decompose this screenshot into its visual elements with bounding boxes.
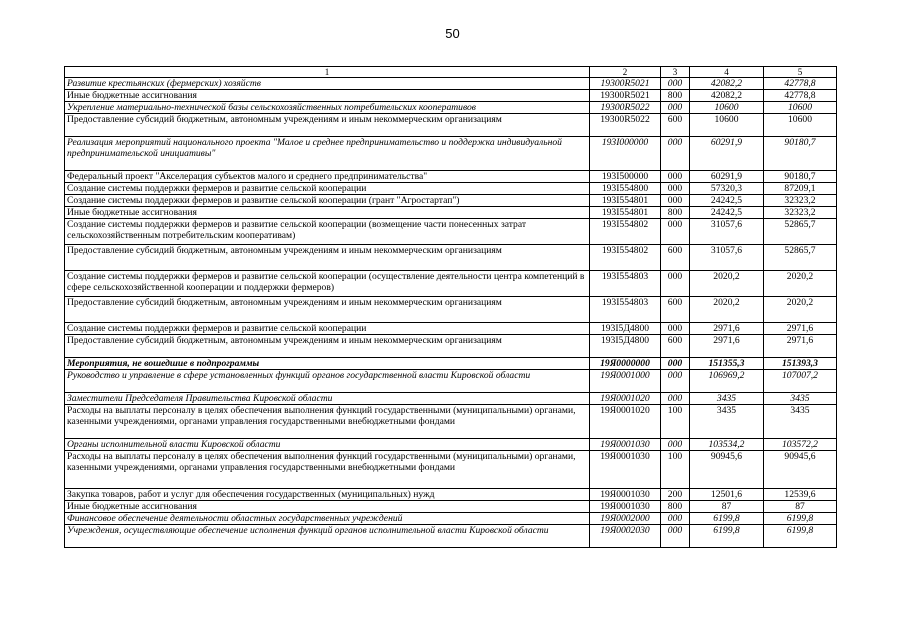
row-value-2019-cell: 60291,9: [690, 137, 764, 171]
row-value-2019-cell: 42082,2: [690, 90, 764, 102]
row-type-cell: 000: [661, 195, 690, 207]
budget-table: [64, 66, 837, 548]
row-type-cell: 000: [661, 271, 690, 297]
table-row: [65, 171, 837, 183]
row-name-cell: Предоставление субсидий бюджетным, автономным учреждениям и иным некоммерческим организациям: [65, 297, 590, 323]
row-code-cell: 193I554802: [590, 219, 661, 245]
table-row: [65, 323, 837, 335]
row-name-cell: Учреждения, осуществляющие обеспечение исполнения функций органов исполнительной власти Кировской области: [65, 525, 590, 548]
row-name-cell: Предоставление субсидий бюджетным, автономным учреждениям и иным некоммерческим организациям: [65, 245, 590, 271]
row-code-cell: 193I5Д4800: [590, 323, 661, 335]
row-code-cell: 19Я0000000: [590, 358, 661, 370]
table-row: [65, 405, 837, 439]
row-code-cell: 193I554801: [590, 207, 661, 219]
row-value-2020-cell: 32323,2: [764, 207, 837, 219]
row-type-cell: 100: [661, 451, 690, 489]
table-row: [65, 335, 837, 358]
row-type-cell: 600: [661, 114, 690, 137]
row-type-cell: 000: [661, 323, 690, 335]
row-value-2019-cell: 24242,5: [690, 195, 764, 207]
row-name-cell: Иные бюджетные ассигнования: [65, 501, 590, 513]
table-row: [65, 513, 837, 525]
row-code-cell: 193I500000: [590, 171, 661, 183]
row-value-2020-cell: 2020,2: [764, 297, 837, 323]
table-row: [65, 370, 837, 393]
row-name-cell: Расходы на выплаты персоналу в целях обеспечения выполнения функций государственными (муниципальными) органами, казенными учреждениями, органами управления государственными внебюджетными фондами: [65, 451, 590, 489]
row-name-cell: Органы исполнительной власти Кировской области: [65, 439, 590, 451]
row-type-cell: 000: [661, 102, 690, 114]
row-code-cell: 19300R5022: [590, 114, 661, 137]
row-type-cell: 000: [661, 78, 690, 90]
header-col-3: 3: [661, 67, 690, 78]
row-type-cell: 200: [661, 489, 690, 501]
row-name-cell: Иные бюджетные ассигнования: [65, 207, 590, 219]
row-name-cell: Развитие крестьянских (фермерских) хозяйств: [65, 78, 590, 90]
row-type-cell: 000: [661, 183, 690, 195]
row-type-cell: 600: [661, 335, 690, 358]
header-col-5: 5: [764, 67, 837, 78]
row-value-2019-cell: 10600: [690, 102, 764, 114]
row-value-2019-cell: 31057,6: [690, 219, 764, 245]
row-type-cell: 000: [661, 137, 690, 171]
table-row: [65, 271, 837, 297]
row-value-2020-cell: 2971,6: [764, 323, 837, 335]
table-row: [65, 183, 837, 195]
row-code-cell: 19Я0001020: [590, 393, 661, 405]
row-type-cell: 000: [661, 358, 690, 370]
row-value-2019-cell: 3435: [690, 393, 764, 405]
row-value-2019-cell: 106969,2: [690, 370, 764, 393]
row-value-2020-cell: 10600: [764, 114, 837, 137]
row-value-2020-cell: 32323,2: [764, 195, 837, 207]
row-name-cell: Предоставление субсидий бюджетным, автономным учреждениям и иным некоммерческим организациям: [65, 335, 590, 358]
table-row: [65, 525, 837, 548]
row-code-cell: 193I554802: [590, 245, 661, 271]
row-type-cell: 000: [661, 513, 690, 525]
row-value-2019-cell: 103534,2: [690, 439, 764, 451]
row-name-cell: Создание системы поддержки фермеров и развитие сельской кооперации (грант "Агростартап"): [65, 195, 590, 207]
row-type-cell: 600: [661, 245, 690, 271]
table-header-row: [65, 67, 837, 78]
row-value-2020-cell: 52865,7: [764, 245, 837, 271]
row-name-cell: Создание системы поддержки фермеров и развитие сельской кооперации (осуществление деятельности центра компетенций в сфере сельскохозяйственной кооперации и поддержки фермеров): [65, 271, 590, 297]
header-col-2: 2: [590, 67, 661, 78]
row-value-2019-cell: 87: [690, 501, 764, 513]
row-name-cell: Расходы на выплаты персоналу в целях обеспечения выполнения функций государственными (муниципальными) органами, казенными учреждениями, органами управления государственными внебюджетными фондами: [65, 405, 590, 439]
row-value-2020-cell: 6199,8: [764, 525, 837, 548]
row-value-2020-cell: 87209,1: [764, 183, 837, 195]
row-value-2020-cell: 3435: [764, 393, 837, 405]
row-value-2020-cell: 90180,7: [764, 171, 837, 183]
row-type-cell: 800: [661, 90, 690, 102]
row-code-cell: 19Я0001030: [590, 439, 661, 451]
table-row: [65, 501, 837, 513]
row-code-cell: 193I554803: [590, 297, 661, 323]
header-col-4: 4: [690, 67, 764, 78]
row-value-2020-cell: 12539,6: [764, 489, 837, 501]
row-code-cell: 19Я0001030: [590, 489, 661, 501]
row-type-cell: 600: [661, 297, 690, 323]
row-value-2020-cell: 3435: [764, 405, 837, 439]
table-row: [65, 207, 837, 219]
row-name-cell: Предоставление субсидий бюджетным, автономным учреждениям и иным некоммерческим организациям: [65, 114, 590, 137]
row-type-cell: 000: [661, 525, 690, 548]
row-name-cell: Укрепление материально-технической базы сельскохозяйственных потребительских кооперативов: [65, 102, 590, 114]
row-name-cell: Реализация мероприятий национального проекта "Малое и среднее предпринимательство и поддержка индивидуальной предпринимательской инициативы": [65, 137, 590, 171]
row-code-cell: 19Я0001020: [590, 405, 661, 439]
row-value-2019-cell: 31057,6: [690, 245, 764, 271]
row-code-cell: 193I554803: [590, 271, 661, 297]
row-value-2020-cell: 151393,3: [764, 358, 837, 370]
table-row: [65, 90, 837, 102]
row-value-2019-cell: 2971,6: [690, 323, 764, 335]
row-value-2019-cell: 6199,8: [690, 513, 764, 525]
page-number: 50: [445, 26, 460, 41]
row-name-cell: Федеральный проект "Акселерация субъектов малого и среднего предпринимательства": [65, 171, 590, 183]
row-name-cell: Финансовое обеспечение деятельности областных государственных учреждений: [65, 513, 590, 525]
table-row: [65, 297, 837, 323]
row-value-2020-cell: 6199,8: [764, 513, 837, 525]
row-value-2020-cell: 52865,7: [764, 219, 837, 245]
row-type-cell: 800: [661, 207, 690, 219]
row-value-2020-cell: 103572,2: [764, 439, 837, 451]
table-row: [65, 195, 837, 207]
table-row: [65, 358, 837, 370]
table-row: [65, 219, 837, 245]
row-value-2020-cell: 107007,2: [764, 370, 837, 393]
row-code-cell: 19300R5021: [590, 90, 661, 102]
table-row: [65, 489, 837, 501]
row-value-2020-cell: 10600: [764, 102, 837, 114]
row-name-cell: Создание системы поддержки фермеров и развитие сельской кооперации (возмещение части понесенных затрат сельскохозяйственным потребительским кооперативам): [65, 219, 590, 245]
row-value-2019-cell: 12501,6: [690, 489, 764, 501]
table-row: [65, 393, 837, 405]
row-type-cell: 000: [661, 370, 690, 393]
row-name-cell: Заместители Председателя Правительства Кировской области: [65, 393, 590, 405]
table-row: [65, 102, 837, 114]
row-code-cell: 193I000000: [590, 137, 661, 171]
row-code-cell: 19Я0002030: [590, 525, 661, 548]
row-type-cell: 000: [661, 219, 690, 245]
table-row: [65, 114, 837, 137]
row-code-cell: 19Я0001030: [590, 501, 661, 513]
row-value-2019-cell: 2020,2: [690, 271, 764, 297]
table-row: [65, 451, 837, 489]
row-value-2019-cell: 6199,8: [690, 525, 764, 548]
row-code-cell: 193I554801: [590, 195, 661, 207]
row-value-2020-cell: 42778,8: [764, 78, 837, 90]
header-col-1: 1: [65, 67, 590, 78]
row-code-cell: 19Я0001000: [590, 370, 661, 393]
row-code-cell: 19Я0002000: [590, 513, 661, 525]
row-value-2019-cell: 60291,9: [690, 171, 764, 183]
row-name-cell: Создание системы поддержки фермеров и развитие сельской кооперации: [65, 323, 590, 335]
row-name-cell: Закупка товаров, работ и услуг для обеспечения государственных (муниципальных) нужд: [65, 489, 590, 501]
row-value-2019-cell: 10600: [690, 114, 764, 137]
row-name-cell: Создание системы поддержки фермеров и развитие сельской кооперации: [65, 183, 590, 195]
table-row: [65, 137, 837, 171]
row-value-2019-cell: 151355,3: [690, 358, 764, 370]
row-type-cell: 000: [661, 171, 690, 183]
row-name-cell: Иные бюджетные ассигнования: [65, 90, 590, 102]
row-value-2019-cell: 3435: [690, 405, 764, 439]
row-type-cell: 100: [661, 405, 690, 439]
row-value-2020-cell: 42778,8: [764, 90, 837, 102]
table-row: [65, 78, 837, 90]
row-type-cell: 800: [661, 501, 690, 513]
row-name-cell: Мероприятия, не вошедшие в подпрограммы: [65, 358, 590, 370]
row-type-cell: 000: [661, 393, 690, 405]
row-value-2019-cell: 57320,3: [690, 183, 764, 195]
row-code-cell: 193I5Д4800: [590, 335, 661, 358]
row-value-2020-cell: 2971,6: [764, 335, 837, 358]
row-value-2020-cell: 87: [764, 501, 837, 513]
row-code-cell: 193I554800: [590, 183, 661, 195]
row-type-cell: 000: [661, 439, 690, 451]
row-value-2019-cell: 42082,2: [690, 78, 764, 90]
row-name-cell: Руководство и управление в сфере установленных функций органов государственной власти Кировской области: [65, 370, 590, 393]
row-value-2019-cell: 24242,5: [690, 207, 764, 219]
row-value-2020-cell: 2020,2: [764, 271, 837, 297]
row-code-cell: 19300R5021: [590, 78, 661, 90]
row-code-cell: 19Я0001030: [590, 451, 661, 489]
row-value-2019-cell: 2020,2: [690, 297, 764, 323]
row-value-2020-cell: 90945,6: [764, 451, 837, 489]
row-value-2020-cell: 90180,7: [764, 137, 837, 171]
table-row: [65, 245, 837, 271]
row-value-2019-cell: 2971,6: [690, 335, 764, 358]
row-value-2019-cell: 90945,6: [690, 451, 764, 489]
row-code-cell: 19300R5022: [590, 102, 661, 114]
table-row: [65, 439, 837, 451]
